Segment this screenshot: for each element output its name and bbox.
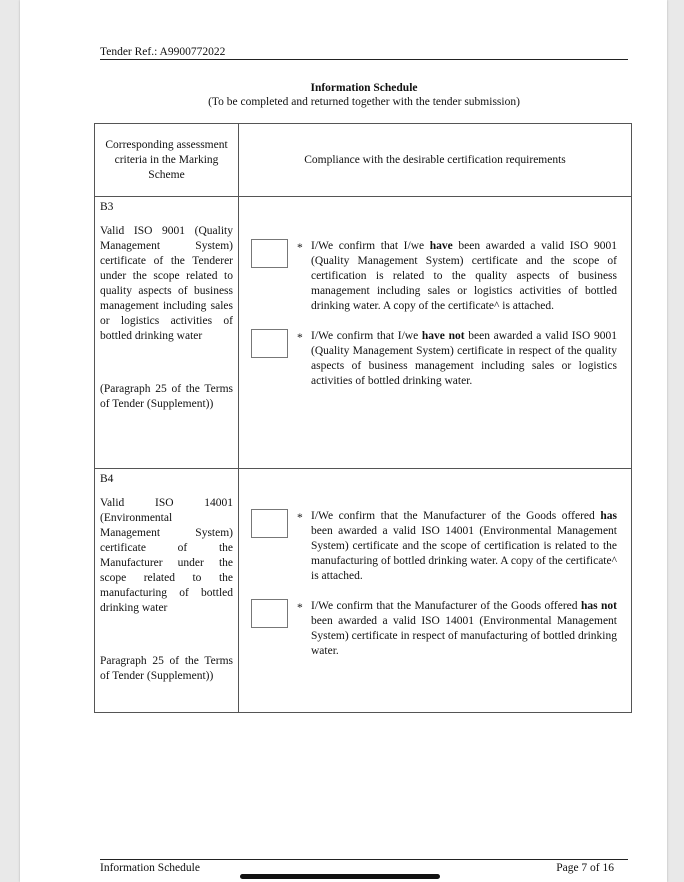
compliance-checkbox[interactable] [251,329,288,358]
footer-doc-name: Information Schedule [100,862,200,874]
compliance-cell-b4 [239,469,632,713]
criteria-code: B4 [100,473,114,485]
page-footer [100,859,628,874]
schedule-title [100,81,628,109]
asterisk-marker: * [297,512,303,524]
compliance-checkbox[interactable] [251,239,288,268]
asterisk-marker: * [297,242,303,254]
compliance-checkbox[interactable] [251,599,288,628]
criteria-description: Valid ISO 9001 (Quality Management System) certificate of the Tenderer under the scope related to quality aspects of business management including sales or logistics activities of bottled drinking water [100,225,233,342]
compliance-option [239,509,631,584]
information-schedule-table [94,123,632,713]
schedule-title-sub: (To be completed and returned together with the tender submission) [208,96,520,108]
criteria-code: B3 [100,201,114,213]
asterisk-marker: * [297,602,303,614]
table-row [95,469,632,713]
column-header-compliance: Compliance with the desirable certification requirements [239,124,632,197]
compliance-option [239,239,631,314]
schedule-title-main: Information Schedule [310,82,418,94]
criteria-paragraph-ref: Paragraph 25 of the Terms of Tender (Supplement)) [100,655,233,682]
compliance-statement: I/We confirm that the Manufacturer of the Goods offered has been awarded a valid ISO 14001 (Environmental Management System) certificate and the scope of certification is related to the manufacturing of bottled drinking water. A copy of the certificate^ is attached. [311,510,617,582]
asterisk-marker: * [297,332,303,344]
criteria-cell-b4 [95,469,239,713]
compliance-checkbox[interactable] [251,509,288,538]
criteria-description: Valid ISO 14001 (Environmental Management System) certificate of the Manufacturer under the scope related to the manufacturing of bottled drinking water [100,497,233,614]
compliance-statement: I/We confirm that I/we have not been awarded a valid ISO 9001 (Quality Management System) certificate in respect of the quality aspects of business management including sales or logistics activities of bottled drinking water. [311,330,617,387]
document-page [20,0,667,882]
compliance-statement: I/We confirm that I/we have been awarded a valid ISO 9001 (Quality Management System) certificate and the scope of certification is related to the quality aspects of business management including sales or logistics activities of bottled drinking water. A copy of the certificate^ is attached. [311,240,617,312]
tender-ref-header: Tender Ref.: A9900772022 [100,46,628,60]
compliance-option [239,599,631,659]
compliance-option [239,329,631,389]
criteria-cell-b3 [95,197,239,469]
home-indicator-bar[interactable] [240,874,440,879]
column-header-criteria: Corresponding assessment criteria in the Marking Scheme [95,124,239,197]
table-header-row [95,124,632,197]
table-row [95,197,632,469]
footer-page-number: Page 7 of 16 [556,862,614,874]
criteria-paragraph-ref: (Paragraph 25 of the Terms of Tender (Supplement)) [100,383,233,410]
compliance-cell-b3 [239,197,632,469]
compliance-statement: I/We confirm that the Manufacturer of the Goods offered has not been awarded a valid ISO 14001 (Environmental Management System) certificate in respect of manufacturing of bottled drinking water. [311,600,617,657]
